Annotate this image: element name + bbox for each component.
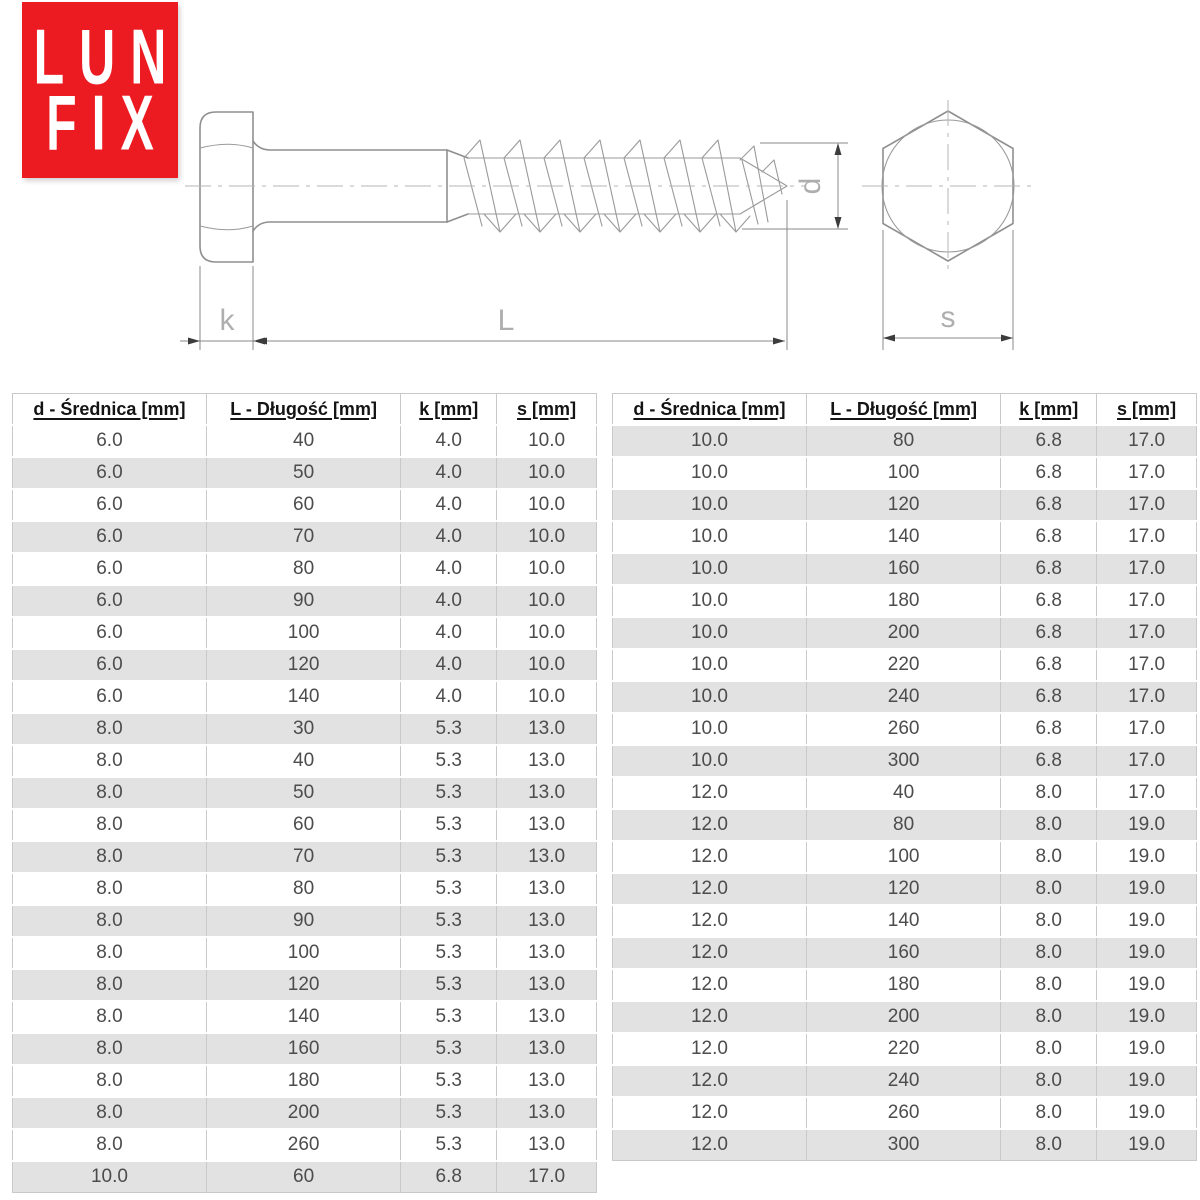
table-row bbox=[13, 489, 597, 521]
table-cell: 260 bbox=[806, 713, 1000, 745]
header-diameter: d - Średnica [mm] bbox=[613, 394, 807, 426]
table-cell: 5.3 bbox=[401, 713, 497, 745]
table-cell: 17.0 bbox=[1097, 777, 1197, 809]
table-header-row bbox=[13, 394, 597, 426]
table-cell: 6.8 bbox=[401, 1161, 497, 1193]
table-cell: 8.0 bbox=[96, 782, 123, 803]
table-cell: 17.0 bbox=[1097, 713, 1197, 745]
table-cell: 12.0 bbox=[690, 846, 728, 867]
table-cell: 19.0 bbox=[1097, 1033, 1197, 1065]
table-row bbox=[13, 1065, 597, 1097]
table-cell: 50 bbox=[206, 777, 400, 809]
table-cell: 60 bbox=[206, 1161, 400, 1193]
table-cell: 120 bbox=[806, 873, 1000, 905]
screw-head-side-view bbox=[200, 112, 253, 262]
table-cell: 70 bbox=[206, 521, 400, 553]
table-cell: 8.0 bbox=[1001, 937, 1097, 969]
table-cell: 10.0 bbox=[690, 686, 728, 707]
table-cell: 8.0 bbox=[1001, 1033, 1097, 1065]
table-row bbox=[13, 649, 597, 681]
table-cell: 12.0 bbox=[690, 782, 728, 803]
table-cell: 10.0 bbox=[690, 654, 728, 675]
table-cell: 12.0 bbox=[690, 1038, 728, 1059]
table-cell: 140 bbox=[206, 681, 400, 713]
table-row bbox=[13, 681, 597, 713]
table-row bbox=[13, 905, 597, 937]
table-cell: 180 bbox=[806, 585, 1000, 617]
table-cell: 30 bbox=[206, 713, 400, 745]
table-cell: 10.0 bbox=[497, 681, 597, 713]
table-row bbox=[13, 713, 597, 745]
table-row bbox=[13, 1161, 597, 1193]
table-row bbox=[613, 1001, 1197, 1033]
table-cell: 12.0 bbox=[690, 1070, 728, 1091]
dimension-L-label: L bbox=[497, 304, 515, 337]
table-cell: 100 bbox=[806, 457, 1000, 489]
table-cell: 200 bbox=[806, 1001, 1000, 1033]
table-cell: 13.0 bbox=[497, 1129, 597, 1161]
table-cell: 10.0 bbox=[497, 425, 597, 457]
table-cell: 5.3 bbox=[401, 1001, 497, 1033]
table-cell: 8.0 bbox=[1001, 905, 1097, 937]
table-cell: 5.3 bbox=[401, 1129, 497, 1161]
header-diameter: d - Średnica [mm] bbox=[13, 394, 207, 426]
table-cell: 6.8 bbox=[1001, 713, 1097, 745]
table-cell: 13.0 bbox=[497, 745, 597, 777]
table-cell: 5.3 bbox=[401, 1097, 497, 1129]
table-cell: 10.0 bbox=[497, 617, 597, 649]
table-cell: 5.3 bbox=[401, 905, 497, 937]
table-cell: 8.0 bbox=[96, 750, 123, 771]
table-cell: 4.0 bbox=[401, 489, 497, 521]
table-cell: 19.0 bbox=[1097, 809, 1197, 841]
table-cell: 8.0 bbox=[1001, 777, 1097, 809]
table-cell: 8.0 bbox=[96, 1038, 123, 1059]
table-cell: 6.8 bbox=[1001, 521, 1097, 553]
table-cell: 80 bbox=[206, 873, 400, 905]
table-cell: 6.0 bbox=[96, 462, 123, 483]
table-cell: 40 bbox=[206, 745, 400, 777]
table-header-row bbox=[613, 394, 1197, 426]
header-length: L - Długość [mm] bbox=[806, 394, 1000, 426]
table-cell: 5.3 bbox=[401, 1065, 497, 1097]
table-cell: 200 bbox=[806, 617, 1000, 649]
table-cell: 120 bbox=[206, 649, 400, 681]
table-cell: 19.0 bbox=[1097, 937, 1197, 969]
table-row bbox=[613, 1097, 1197, 1129]
table-cell: 13.0 bbox=[497, 713, 597, 745]
table-cell: 10.0 bbox=[690, 430, 728, 451]
table-row bbox=[13, 585, 597, 617]
table-cell: 6.0 bbox=[96, 430, 123, 451]
table-cell: 17.0 bbox=[1097, 489, 1197, 521]
table-cell: 8.0 bbox=[1001, 873, 1097, 905]
header-k: k [mm] bbox=[401, 394, 497, 426]
table-cell: 10.0 bbox=[497, 585, 597, 617]
table-cell: 6.0 bbox=[96, 558, 123, 579]
table-cell: 6.8 bbox=[1001, 585, 1097, 617]
table-cell: 12.0 bbox=[690, 1134, 728, 1155]
table-cell: 6.8 bbox=[1001, 681, 1097, 713]
table-row bbox=[13, 937, 597, 969]
table-row bbox=[13, 969, 597, 1001]
header-length: L - Długość [mm] bbox=[206, 394, 400, 426]
table-row bbox=[613, 745, 1197, 777]
table-cell: 8.0 bbox=[1001, 969, 1097, 1001]
table-cell: 5.3 bbox=[401, 873, 497, 905]
table-row bbox=[613, 777, 1197, 809]
table-row bbox=[613, 1033, 1197, 1065]
table-cell: 300 bbox=[806, 745, 1000, 777]
table-cell: 13.0 bbox=[497, 841, 597, 873]
brand-logo-line1: LUN bbox=[33, 13, 182, 101]
table-cell: 100 bbox=[206, 617, 400, 649]
table-cell: 60 bbox=[206, 489, 400, 521]
table-cell: 100 bbox=[806, 841, 1000, 873]
table-cell: 8.0 bbox=[96, 942, 123, 963]
table-cell: 90 bbox=[206, 585, 400, 617]
table-row bbox=[13, 809, 597, 841]
table-cell: 19.0 bbox=[1097, 1129, 1197, 1161]
table-row bbox=[613, 905, 1197, 937]
table-cell: 10.0 bbox=[690, 622, 728, 643]
table-cell: 8.0 bbox=[96, 910, 123, 931]
table-cell: 10.0 bbox=[90, 1166, 128, 1187]
table-cell: 100 bbox=[206, 937, 400, 969]
table-row bbox=[613, 841, 1197, 873]
table-cell: 8.0 bbox=[1001, 1065, 1097, 1097]
table-cell: 10.0 bbox=[690, 718, 728, 739]
table-cell: 50 bbox=[206, 457, 400, 489]
table-cell: 220 bbox=[806, 1033, 1000, 1065]
table-cell: 40 bbox=[206, 425, 400, 457]
table-cell: 8.0 bbox=[96, 1070, 123, 1091]
table-cell: 60 bbox=[206, 809, 400, 841]
table-cell: 17.0 bbox=[1097, 617, 1197, 649]
table-cell: 300 bbox=[806, 1129, 1000, 1161]
table-row bbox=[613, 489, 1197, 521]
table-cell: 6.0 bbox=[96, 590, 123, 611]
dimensions-table-left bbox=[12, 393, 597, 1193]
table-cell: 10.0 bbox=[690, 558, 728, 579]
table-cell: 5.3 bbox=[401, 809, 497, 841]
table-cell: 4.0 bbox=[401, 521, 497, 553]
table-row bbox=[613, 873, 1197, 905]
table-cell: 5.3 bbox=[401, 841, 497, 873]
table-row bbox=[613, 1129, 1197, 1161]
table-cell: 17.0 bbox=[1097, 681, 1197, 713]
table-cell: 8.0 bbox=[96, 878, 123, 899]
table-cell: 220 bbox=[806, 649, 1000, 681]
table-cell: 120 bbox=[206, 969, 400, 1001]
table-row bbox=[613, 617, 1197, 649]
table-cell: 12.0 bbox=[690, 942, 728, 963]
table-row bbox=[13, 841, 597, 873]
table-cell: 70 bbox=[206, 841, 400, 873]
table-cell: 6.8 bbox=[1001, 745, 1097, 777]
table-row bbox=[13, 425, 597, 457]
dimensions-table-right bbox=[612, 393, 1197, 1161]
dimension-k bbox=[180, 266, 273, 350]
table-cell: 19.0 bbox=[1097, 841, 1197, 873]
table-row bbox=[613, 681, 1197, 713]
table-cell: 8.0 bbox=[96, 974, 123, 995]
table-cell: 160 bbox=[806, 553, 1000, 585]
table-cell: 17.0 bbox=[1097, 457, 1197, 489]
table-cell: 8.0 bbox=[96, 814, 123, 835]
table-cell: 6.8 bbox=[1001, 617, 1097, 649]
table-cell: 8.0 bbox=[96, 1102, 123, 1123]
table-cell: 6.8 bbox=[1001, 553, 1097, 585]
table-cell: 6.0 bbox=[96, 686, 123, 707]
table-cell: 8.0 bbox=[1001, 1129, 1097, 1161]
table-cell: 10.0 bbox=[497, 521, 597, 553]
table-cell: 17.0 bbox=[1097, 553, 1197, 585]
table-cell: 10.0 bbox=[497, 489, 597, 521]
table-row bbox=[13, 1001, 597, 1033]
table-cell: 4.0 bbox=[401, 681, 497, 713]
table-cell: 8.0 bbox=[96, 846, 123, 867]
table-cell: 12.0 bbox=[690, 910, 728, 931]
table-cell: 17.0 bbox=[1097, 649, 1197, 681]
table-cell: 180 bbox=[806, 969, 1000, 1001]
table-row bbox=[613, 649, 1197, 681]
table-cell: 10.0 bbox=[690, 462, 728, 483]
table-cell: 8.0 bbox=[1001, 1097, 1097, 1129]
table-cell: 13.0 bbox=[497, 1001, 597, 1033]
table-row bbox=[13, 457, 597, 489]
table-cell: 6.8 bbox=[1001, 489, 1097, 521]
table-row bbox=[13, 1033, 597, 1065]
table-row bbox=[613, 553, 1197, 585]
table-cell: 12.0 bbox=[690, 1006, 728, 1027]
table-cell: 12.0 bbox=[690, 814, 728, 835]
table-cell: 8.0 bbox=[96, 1134, 123, 1155]
table-cell: 8.0 bbox=[1001, 1001, 1097, 1033]
table-row bbox=[613, 969, 1197, 1001]
table-cell: 6.0 bbox=[96, 622, 123, 643]
table-cell: 8.0 bbox=[96, 718, 123, 739]
table-cell: 140 bbox=[806, 905, 1000, 937]
table-cell: 4.0 bbox=[401, 649, 497, 681]
table-cell: 4.0 bbox=[401, 553, 497, 585]
table-cell: 260 bbox=[206, 1129, 400, 1161]
table-row bbox=[613, 1065, 1197, 1097]
table-cell: 200 bbox=[206, 1097, 400, 1129]
table-cell: 19.0 bbox=[1097, 1001, 1197, 1033]
table-cell: 40 bbox=[806, 777, 1000, 809]
table-cell: 19.0 bbox=[1097, 1097, 1197, 1129]
table-cell: 160 bbox=[206, 1033, 400, 1065]
table-cell: 5.3 bbox=[401, 969, 497, 1001]
table-cell: 19.0 bbox=[1097, 873, 1197, 905]
table-cell: 13.0 bbox=[497, 1033, 597, 1065]
table-cell: 17.0 bbox=[1097, 585, 1197, 617]
brand-logo-line2: FIX bbox=[46, 79, 169, 167]
dimension-k-label: k bbox=[219, 304, 235, 337]
table-cell: 6.8 bbox=[1001, 457, 1097, 489]
table-row bbox=[613, 425, 1197, 457]
table-cell: 13.0 bbox=[497, 937, 597, 969]
dimension-d-label: d bbox=[794, 177, 827, 195]
table-row bbox=[613, 713, 1197, 745]
table-row bbox=[13, 745, 597, 777]
dimension-s-label: s bbox=[940, 301, 956, 334]
table-row bbox=[13, 873, 597, 905]
table-cell: 80 bbox=[806, 809, 1000, 841]
table-cell: 12.0 bbox=[690, 878, 728, 899]
table-cell: 5.3 bbox=[401, 1033, 497, 1065]
table-cell: 180 bbox=[206, 1065, 400, 1097]
table-row bbox=[13, 553, 597, 585]
table-row bbox=[613, 937, 1197, 969]
table-cell: 120 bbox=[806, 489, 1000, 521]
table-cell: 140 bbox=[806, 521, 1000, 553]
table-cell: 140 bbox=[206, 1001, 400, 1033]
table-cell: 6.0 bbox=[96, 526, 123, 547]
header-k: k [mm] bbox=[1001, 394, 1097, 426]
table-cell: 10.0 bbox=[690, 494, 728, 515]
hex-head-end-view bbox=[862, 100, 1034, 272]
table-cell: 13.0 bbox=[497, 777, 597, 809]
table-cell: 5.3 bbox=[401, 777, 497, 809]
table-cell: 10.0 bbox=[497, 457, 597, 489]
table-cell: 80 bbox=[206, 553, 400, 585]
table-cell: 13.0 bbox=[497, 809, 597, 841]
table-cell: 6.0 bbox=[96, 494, 123, 515]
table-cell: 10.0 bbox=[690, 590, 728, 611]
table-cell: 6.0 bbox=[96, 654, 123, 675]
header-s: s [mm] bbox=[497, 394, 597, 426]
table-cell: 240 bbox=[806, 681, 1000, 713]
table-row bbox=[613, 457, 1197, 489]
table-cell: 17.0 bbox=[1097, 425, 1197, 457]
table-row bbox=[13, 521, 597, 553]
table-cell: 8.0 bbox=[96, 1006, 123, 1027]
table-row bbox=[13, 617, 597, 649]
technical-drawing bbox=[0, 0, 1200, 380]
table-cell: 17.0 bbox=[1097, 521, 1197, 553]
table-cell: 13.0 bbox=[497, 873, 597, 905]
table-row bbox=[13, 777, 597, 809]
table-cell: 6.8 bbox=[1001, 649, 1097, 681]
table-cell: 8.0 bbox=[1001, 809, 1097, 841]
table-cell: 10.0 bbox=[497, 649, 597, 681]
table-cell: 19.0 bbox=[1097, 1065, 1197, 1097]
table-cell: 10.0 bbox=[690, 526, 728, 547]
table-cell: 10.0 bbox=[690, 750, 728, 771]
table-cell: 12.0 bbox=[690, 974, 728, 995]
table-cell: 160 bbox=[806, 937, 1000, 969]
header-s: s [mm] bbox=[1097, 394, 1197, 426]
table-row bbox=[613, 809, 1197, 841]
table-row bbox=[613, 521, 1197, 553]
table-cell: 5.3 bbox=[401, 937, 497, 969]
table-cell: 4.0 bbox=[401, 585, 497, 617]
table-cell: 4.0 bbox=[401, 425, 497, 457]
table-cell: 12.0 bbox=[690, 1102, 728, 1123]
table-cell: 6.8 bbox=[1001, 425, 1097, 457]
table-cell: 240 bbox=[806, 1065, 1000, 1097]
table-cell: 80 bbox=[806, 425, 1000, 457]
table-row bbox=[13, 1129, 597, 1161]
table-row bbox=[13, 1097, 597, 1129]
table-cell: 13.0 bbox=[497, 1097, 597, 1129]
table-cell: 5.3 bbox=[401, 745, 497, 777]
table-cell: 13.0 bbox=[497, 905, 597, 937]
table-row bbox=[613, 585, 1197, 617]
table-cell: 19.0 bbox=[1097, 969, 1197, 1001]
table-cell: 19.0 bbox=[1097, 905, 1197, 937]
table-cell: 13.0 bbox=[497, 969, 597, 1001]
table-cell: 8.0 bbox=[1001, 841, 1097, 873]
table-cell: 17.0 bbox=[497, 1161, 597, 1193]
table-cell: 4.0 bbox=[401, 457, 497, 489]
table-cell: 260 bbox=[806, 1097, 1000, 1129]
table-cell: 90 bbox=[206, 905, 400, 937]
table-cell: 17.0 bbox=[1097, 745, 1197, 777]
table-cell: 13.0 bbox=[497, 1065, 597, 1097]
table-cell: 4.0 bbox=[401, 617, 497, 649]
table-cell: 10.0 bbox=[497, 553, 597, 585]
